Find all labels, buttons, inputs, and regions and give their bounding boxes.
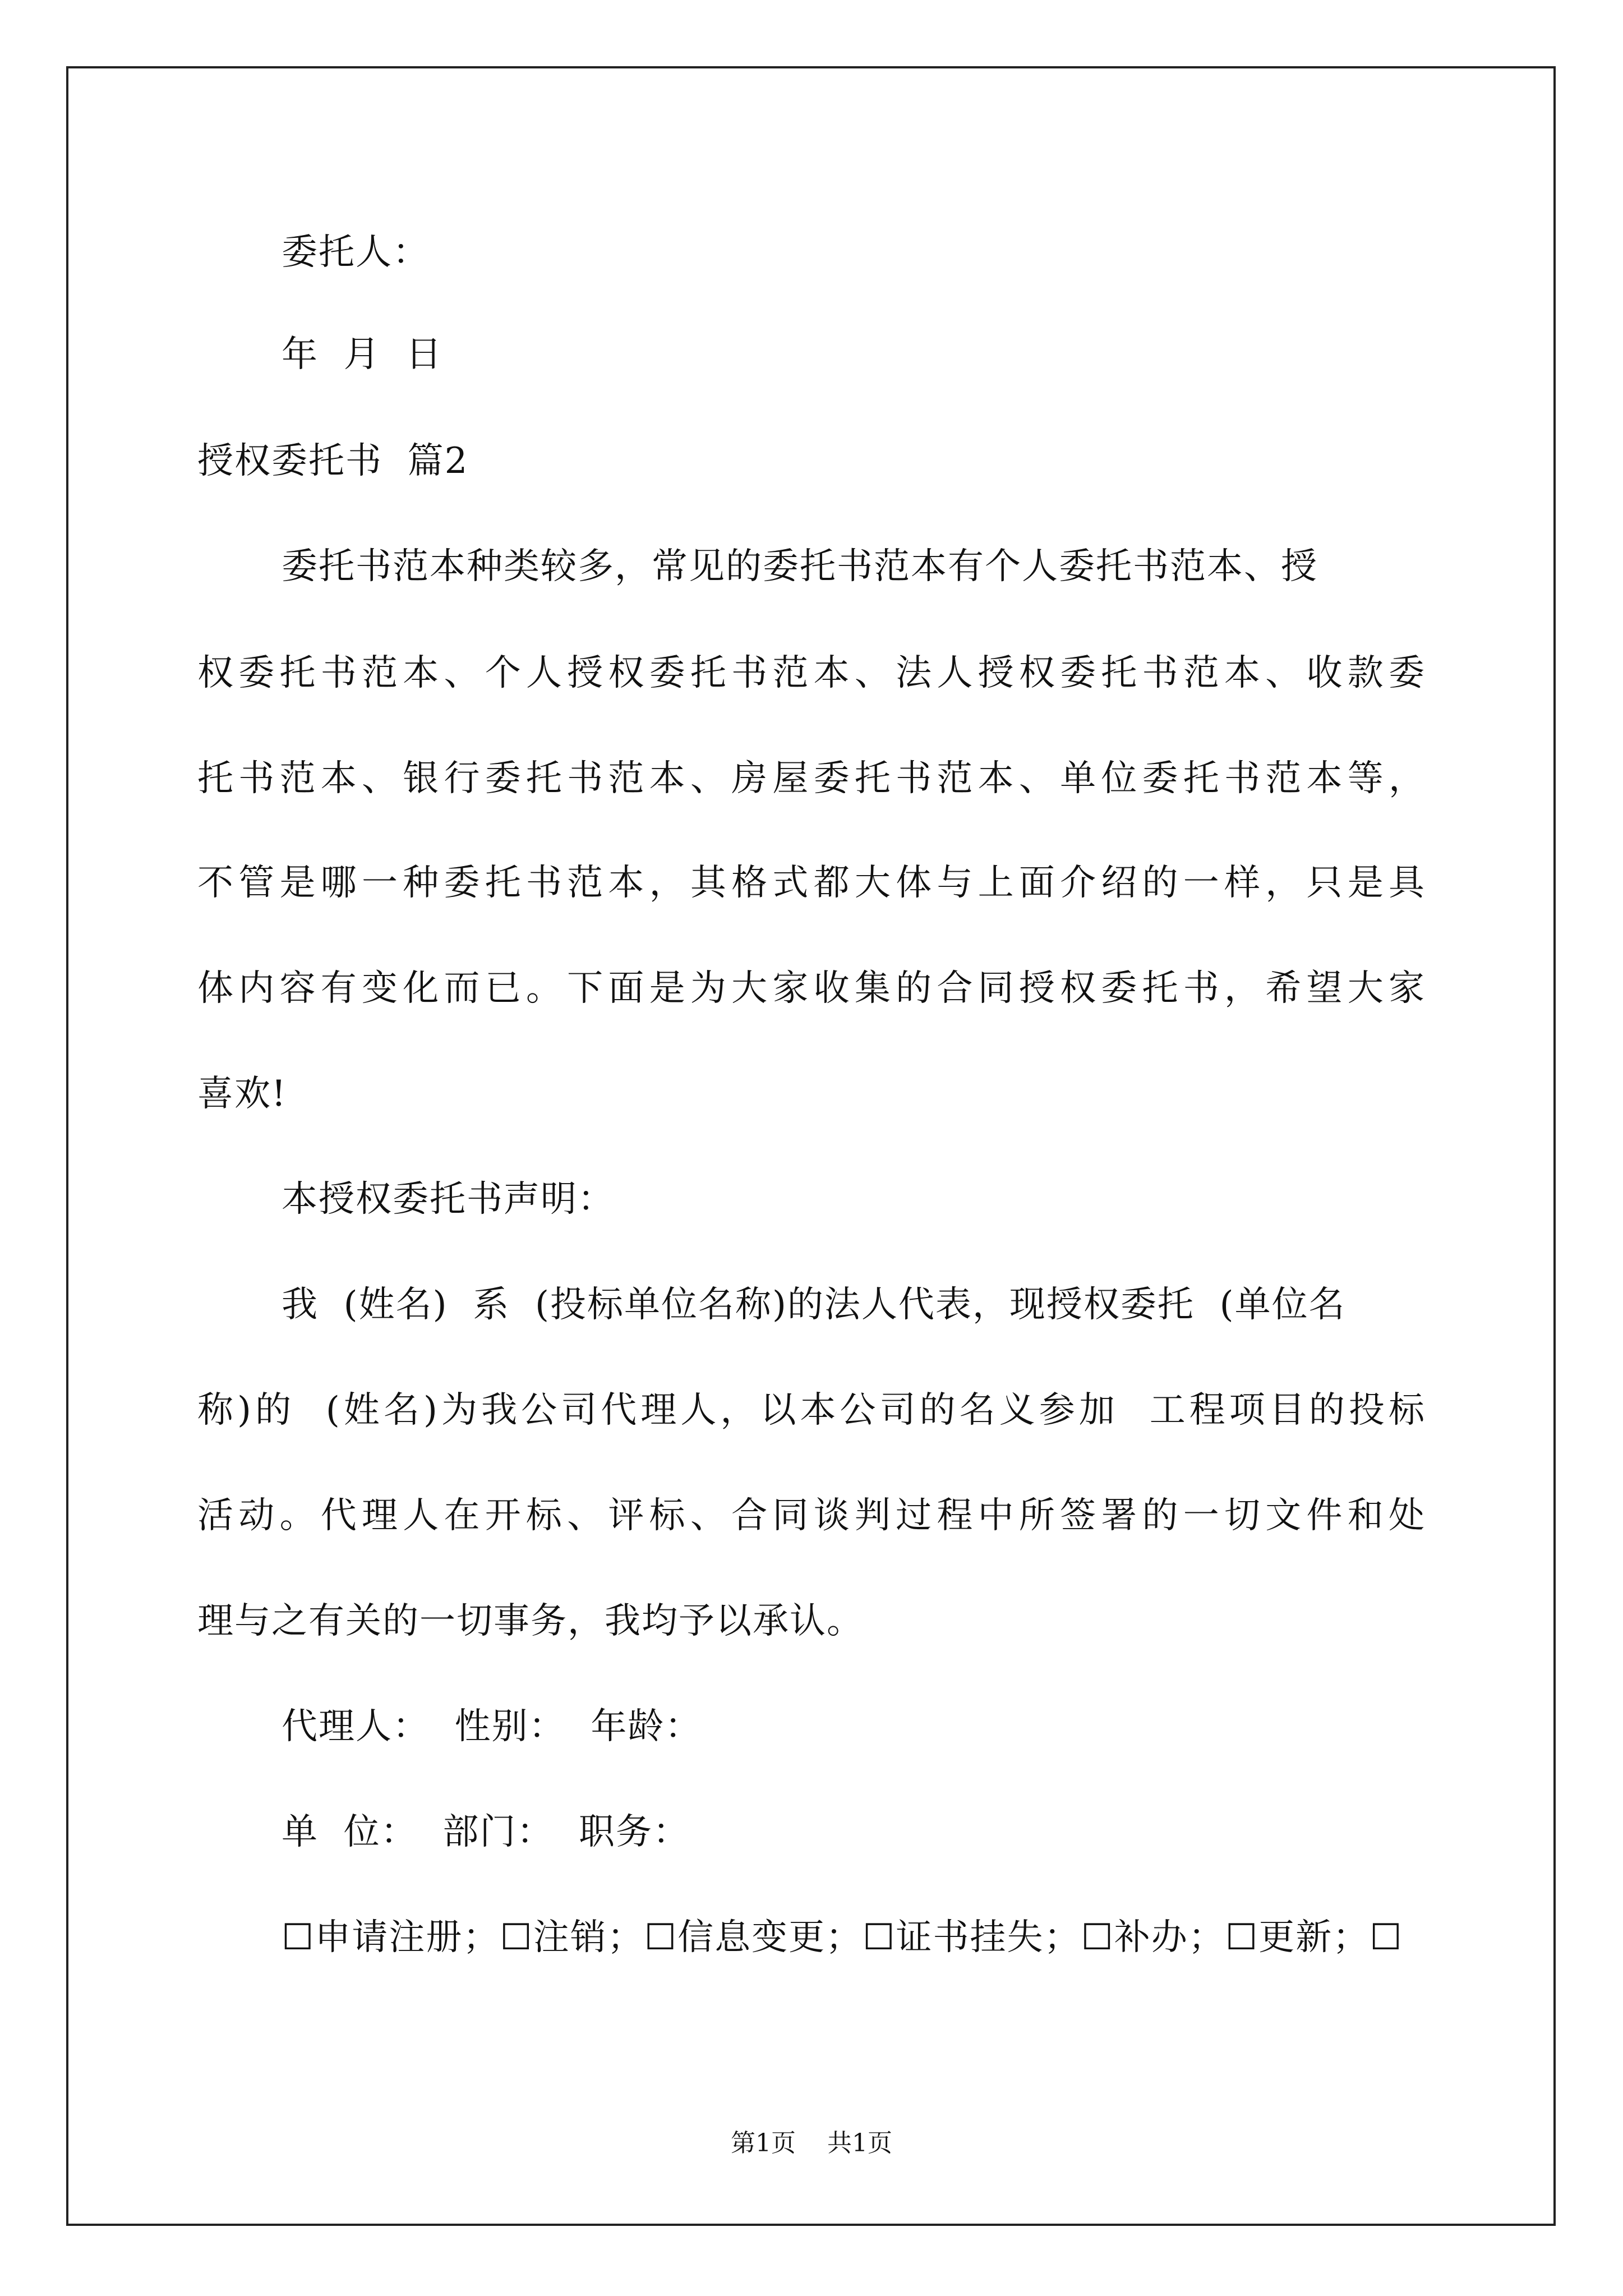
paragraph-line: 称)的 (姓名)为我公司代理人，以本公司的名义参加 工程项目的投标 [197,1389,1426,1431]
page-border [66,66,1556,2226]
paragraph-line: 委托书范本种类较多，常见的委托书范本有个人委托书范本、授 [282,546,1318,587]
paragraph-line: 喜欢! [197,1073,287,1115]
statement-heading: 本授权委托书声明： [282,1179,615,1220]
section-heading: 授权委托书 篇2 [197,440,469,482]
agent-info-line: 代理人： 性别： 年龄： [282,1706,702,1747]
consignor-label: 委托人： [282,232,430,273]
unit-info-line: 单 位： 部门： 职务： [282,1811,690,1853]
paragraph-line: 不管是哪一种委托书范本，其格式都大体与上面介绍的一样，只是具 [197,862,1426,904]
paragraph-line: 我 (姓名) 系 (投标单位名称)的法人代表，现授权委托 (单位名 [282,1284,1346,1326]
paragraph-line: 理与之有关的一切事务，我均予以承认。 [197,1600,864,1642]
date-line: 年 月 日 [282,334,443,375]
paragraph-line: 体内容有变化而已。下面是为大家收集的合同授权委托书，希望大家 [197,968,1426,1009]
paragraph-line: 权委托书范本、个人授权委托书范本、法人授权委托书范本、收款委 [197,652,1426,694]
checkbox-options-line: ☐申请注册；☐注销；☐信息变更；☐证书挂失；☐补办；☐更新；☐ [282,1917,1403,1958]
paragraph-line: 活动。代理人在开标、评标、合同谈判过程中所签署的一切文件和处 [197,1495,1426,1536]
page-footer: 第1页 共1页 [731,2129,892,2157]
paragraph-line: 托书范本、银行委托书范本、房屋委托书范本、单位委托书范本等， [197,758,1426,799]
